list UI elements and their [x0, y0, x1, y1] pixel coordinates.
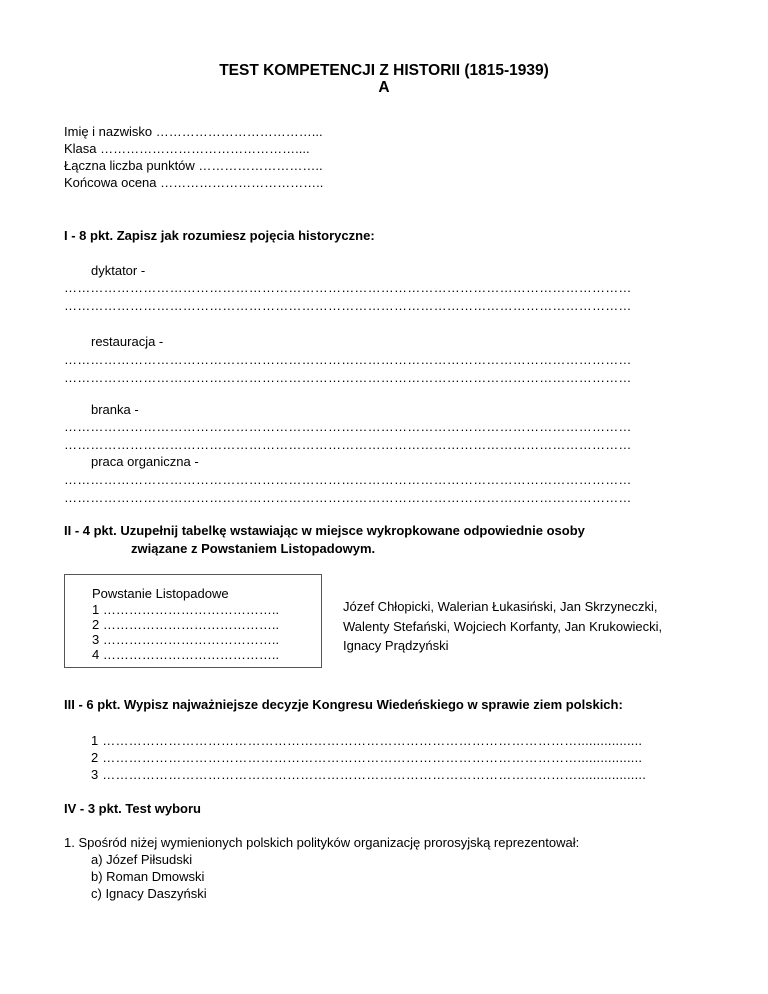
answer-line[interactable]: ………………………………………………………………………………………………………………… [64, 490, 632, 505]
answer-line[interactable]: ………………………………………………………………………………………………………………… [64, 472, 632, 487]
field-class[interactable]: Klasa ……………………………………….... [64, 141, 310, 156]
candidate-names [343, 597, 703, 656]
answer-line[interactable]: ………………………………………………………………………………………………………………… [64, 437, 632, 452]
decision-line-3[interactable]: 3 ……………………………………………………………………………………………….................. [91, 767, 647, 782]
option-c[interactable]: c) Ignacy Daszyński [91, 886, 207, 901]
term-branka: branka - [91, 402, 139, 417]
term-dyktator: dyktator - [91, 263, 146, 278]
field-name[interactable]: Imię i nazwisko ………………………………... [64, 124, 323, 139]
uprising-table-box [64, 574, 322, 668]
option-a[interactable]: a) Józef Piłsudski [91, 852, 193, 867]
question-1: 1. Spośród niżej wymienionych polskich polityków organizację prorosyjską reprezentował: [64, 835, 580, 850]
field-final-grade[interactable]: Końcowa ocena ……………………………….. [64, 175, 324, 190]
section2-heading: II - 4 pkt. Uzupełnij tabelkę wstawiając w miejsce wykropkowane odpowiednie osoby [64, 523, 585, 538]
answer-line[interactable]: ………………………………………………………………………………………………………………… [64, 298, 632, 313]
answer-line[interactable]: ………………………………………………………………………………………………………………… [64, 280, 632, 295]
section4-heading: IV - 3 pkt. Test wyboru [64, 801, 202, 816]
answer-line[interactable]: ………………………………………………………………………………………………………………… [64, 352, 632, 367]
names-line: Ignacy Prądzyński [343, 638, 449, 653]
box-answer-2[interactable]: 2 ………………………………….. [92, 617, 280, 632]
option-b[interactable]: b) Roman Dmowski [91, 869, 205, 884]
test-variant: A [378, 79, 390, 96]
names-line: Walenty Stefański, Wojciech Korfanty, Jan Krukowiecki, [343, 618, 663, 634]
page-title: TEST KOMPETENCJI Z HISTORII (1815-1939) [219, 62, 549, 79]
decision-line-1[interactable]: 1 ………………………………………………………………………………………………................. [91, 733, 643, 748]
decision-line-2[interactable]: 2 ………………………………………………………………………………………………................. [91, 750, 643, 765]
term-restauracja: restauracja - [91, 334, 164, 349]
names-line: Józef Chłopicki, Walerian Łukasiński, Jan Skrzyneczki, [343, 599, 658, 614]
term-praca-organiczna: praca organiczna - [91, 454, 199, 469]
box-answer-1[interactable]: 1 ………………………………….. [92, 602, 280, 617]
box-answer-4[interactable]: 4 ………………………………….. [92, 647, 280, 662]
box-title: Powstanie Listopadowe [92, 586, 229, 601]
field-total-points[interactable]: Łączna liczba punktów ……………………….. [64, 158, 323, 173]
answer-line[interactable]: ………………………………………………………………………………………………………………… [64, 419, 632, 434]
answer-line[interactable]: ………………………………………………………………………………………………………………… [64, 370, 632, 385]
box-answer-3[interactable]: 3 ………………………………….. [92, 632, 280, 647]
section2-heading-cont: związane z Powstaniem Listopadowym. [131, 541, 376, 556]
section3-heading: III - 6 pkt. Wypisz najważniejsze decyzje Kongresu Wiedeńskiego w sprawie ziem polskich: [64, 697, 623, 712]
section1-heading: I - 8 pkt. Zapisz jak rozumiesz pojęcia historyczne: [64, 228, 375, 243]
